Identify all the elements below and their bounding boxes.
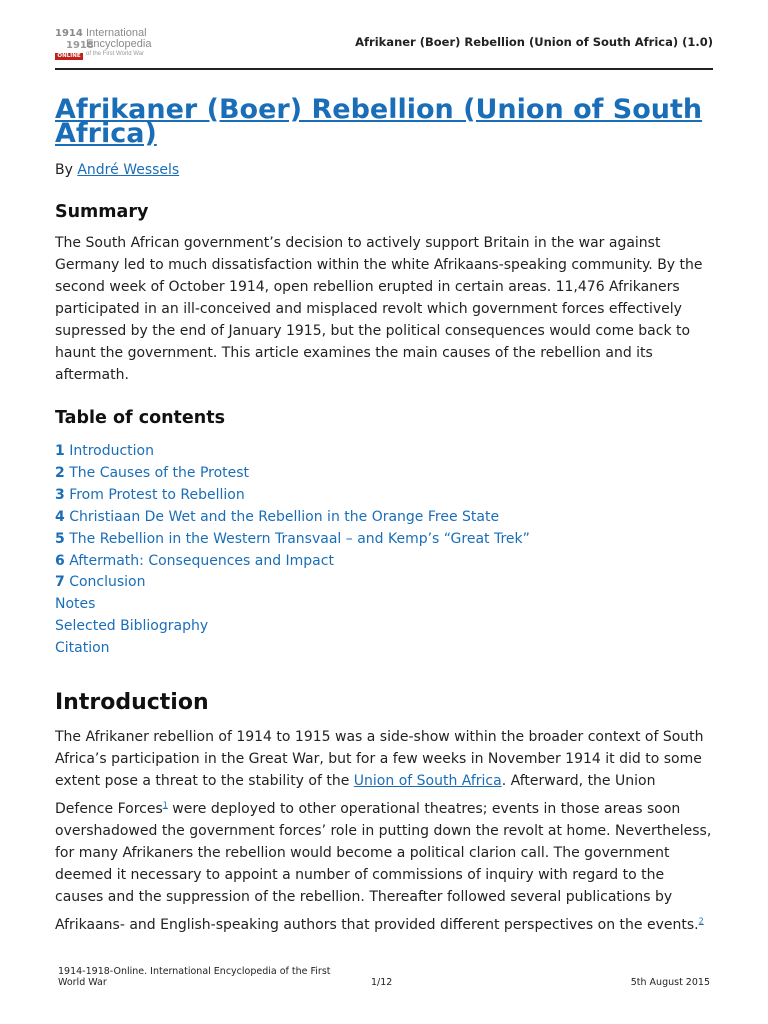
toc-label: From Protest to Rebellion [69,486,245,503]
summary-line: The South African government’s decision to actively support Britain in the war against [55,235,661,251]
logo-line-3: of the First World War [86,51,145,57]
intro-line: The Afrikaner rebellion of 1914 to 1915 was a side-show within the broader context of South [55,729,704,746]
toc-item-causes[interactable] [55,463,715,485]
article-body [55,94,715,936]
logo-year-1914: 1914 [55,28,83,39]
toc-item-de-wet[interactable] [55,507,715,529]
toc-heading: Table of contents [55,408,226,428]
intro-text: Defence Forces [55,801,163,818]
footnote-1-link[interactable]: 1 [162,800,168,810]
toc-number: 6 [55,552,65,569]
summary-paragraph [55,232,715,386]
by-label: By [55,162,73,178]
author-link[interactable]: André Wessels [77,162,180,178]
byline [55,160,715,180]
summary-heading: Summary [55,202,149,222]
footer-source-line-2: World War [58,977,107,988]
toc-item-introduction[interactable] [55,441,715,463]
intro-text: . Afterward, the Union [501,773,656,790]
toc-item-aftermath[interactable] [55,551,715,573]
page-number: 1/12 [371,977,393,988]
toc-label: Selected Bibliography [55,618,209,635]
summary-line: supressed by the end of January 1915, but the political consequences would come back to [55,323,691,339]
logo-line-2: Encyclopedia [86,38,152,50]
summary-line: second week of October 1914, open rebellion erupted in certain areas. 11,476 Afrikaners [55,279,680,295]
table-of-contents [55,441,715,660]
union-of-south-africa-link[interactable]: Union of South Africa [353,773,502,790]
intro-text: extent pose a threat to the stability of the [55,773,354,790]
summary-line: participated in an ill-conceived and misplaced revolt which government forces effectively [55,301,682,317]
summary-line: aftermath. [55,367,129,383]
toc-number: 5 [55,530,65,547]
footer-source [58,966,338,988]
intro-line [55,770,715,792]
intro-line: deemed it necessary to appoint a number of commissions of inquiry with regard to the [55,867,665,884]
summary-line: haunt the government. This article examines the main causes of the rebellion and its [55,345,653,361]
toc-item-protest-to-rebellion[interactable] [55,485,715,507]
toc-number: 3 [55,486,65,503]
toc-label: Conclusion [69,574,146,591]
intro-line [55,798,715,820]
toc-item-conclusion[interactable] [55,572,715,594]
toc-label: Notes [55,596,96,613]
toc-item-notes[interactable] [55,594,715,616]
logo-wordmark [86,28,151,58]
footer-date: 5th August 2015 [630,977,710,988]
toc-number: 2 [55,464,65,481]
toc-item-citation[interactable] [55,638,715,660]
introduction-heading: Introduction [55,690,209,716]
toc-item-bibliography[interactable] [55,616,715,638]
logo-year-1918: 1918 [66,40,94,51]
intro-line: for many Afrikaners the rebellion would become a political clarion call. The government [55,845,670,862]
toc-label: Aftermath: Consequences and Impact [69,552,334,569]
toc-label: The Causes of the Protest [69,464,250,481]
toc-number: 7 [55,574,65,591]
encyclopedia-logo[interactable] [55,28,180,64]
summary-line: Germany led to much dissatisfaction within the white Afrikaans-speaking community. By the [55,257,703,273]
logo-line-1: International [86,27,147,39]
intro-text: were deployed to other operational theatres; events in those areas soon [167,801,681,818]
document-reference: Afrikaner (Boer) Rebellion (Union of South Africa) (1.0) [355,35,713,49]
toc-label: Citation [55,640,110,657]
intro-line: causes and the suppression of the rebellion. Thereafter followed several publications by [55,889,673,906]
toc-item-western-transvaal[interactable] [55,529,715,551]
footer-source-line-1: 1914-1918-Online. International Encyclopedia of the First [58,966,331,977]
intro-line [55,914,715,936]
intro-text: Afrikaans- and English-speaking authors that provided different perspectives on the events. [55,917,699,934]
footnote-2-link[interactable]: 2 [698,916,704,926]
toc-number: 4 [55,508,65,525]
toc-label: The Rebellion in the Western Transvaal – and Kemp’s “Great Trek” [69,530,530,547]
introduction-paragraph [55,726,715,936]
toc-label: Introduction [69,443,154,459]
logo-online-badge: ONLINE [55,53,83,60]
toc-number: 1 [55,443,65,459]
page-footer [58,966,710,994]
intro-line: Africa’s participation in the Great War, but for a few weeks in November 1914 it did to some [55,751,702,768]
logo-mark [55,28,94,60]
article-title[interactable]: Afrikaner (Boer) Rebellion (Union of South Africa) [55,94,703,149]
intro-line: overshadowed the government forces’ role in putting down the revolt at home. Nevertheless, [55,823,712,840]
page-header [55,28,713,70]
toc-label: Christiaan De Wet and the Rebellion in the Orange Free State [69,508,500,525]
